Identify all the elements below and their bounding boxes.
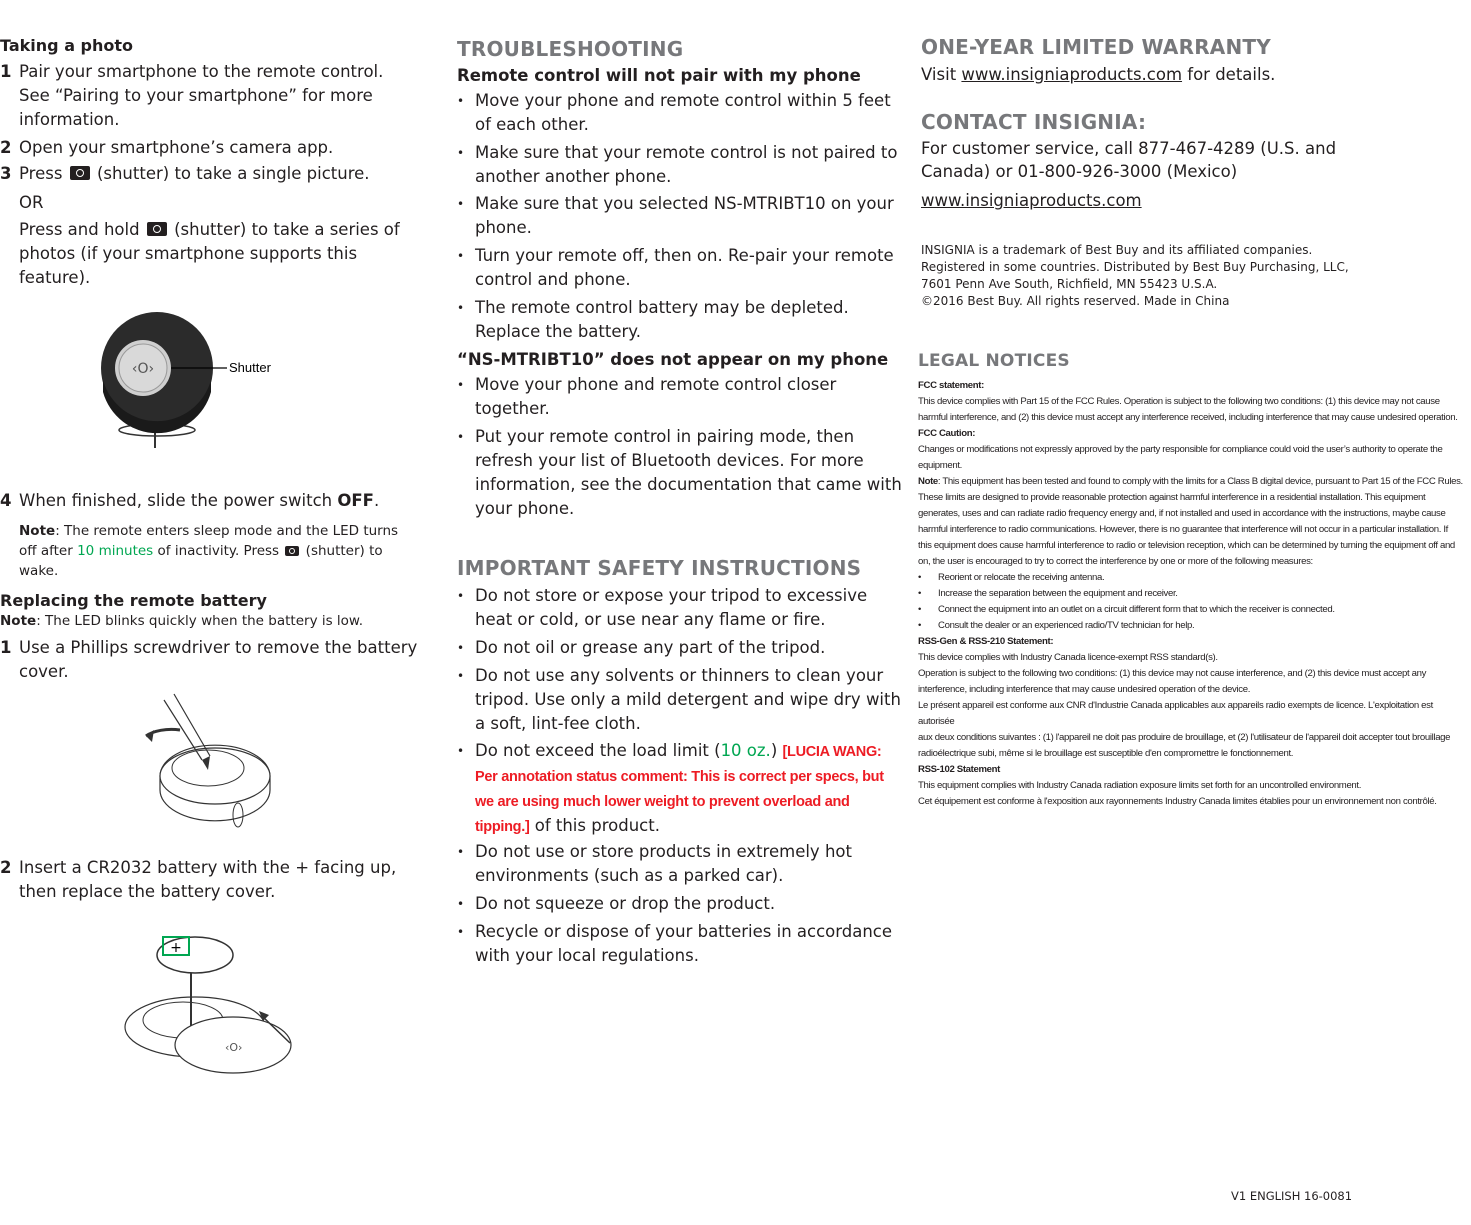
troubleshoot-item: • Turn your remote off, then on. Re-pair your remote control and phone. — [457, 244, 905, 292]
trademark-line: INSIGNIA is a trademark of Best Buy and its affiliated companies. — [921, 243, 1313, 257]
taking-photo-heading: Taking a photo — [0, 36, 134, 55]
photo-step-3: 3 Press (shutter) to take a single picture. — [0, 164, 370, 183]
troubleshoot-item: • The remote control battery may be depleted. Replace the battery. — [457, 296, 905, 344]
contact-line-2: Canada) or 01-800-926-3000 (Mexico) — [921, 162, 1238, 181]
contact-heading: CONTACT INSIGNIA: — [921, 110, 1147, 134]
battery-heading: Replacing the remote battery — [0, 591, 267, 610]
battery-step-2: 2 Insert a CR2032 battery with the + facing up, then replace the battery cover. — [0, 858, 397, 901]
sleep-note: Note: The remote enters sleep mode and the LED turns off after 10 minutes of inactivity. Press (shutter) to wake. — [19, 523, 399, 579]
remove-cover-illustration — [140, 690, 280, 840]
reviewer-annotation: [LUCIA WANG: Per annotation status comment: This is correct per specs, but we are using much lower weight to prevent overload and tipping.] — [475, 744, 884, 835]
svg-text:‹O›: ‹O› — [131, 361, 155, 377]
legal-measure: • Connect the equipment into an outlet on a circuit different form that to which the receiver is connected. — [918, 602, 1471, 618]
troubleshoot-item: • Put your remote control in pairing mode, then refresh your list of Bluetooth devices. For more information, see the documentation that came with your phone. — [457, 425, 905, 521]
legal-measure: • Increase the separation between the equipment and receiver. — [918, 586, 1471, 602]
legal-heading: LEGAL NOTICES — [918, 351, 1070, 371]
trademark-line: Registered in some countries. Distributed by Best Buy Purchasing, LLC, — [921, 260, 1349, 274]
contact-link[interactable]: www.insigniaproducts.com — [921, 191, 1142, 210]
troubleshoot-item: • Make sure that your remote control is not paired to another another phone. — [457, 141, 905, 189]
legal-measure: • Consult the dealer or an experienced radio/TV technician for help. — [918, 618, 1471, 634]
camera-shutter-icon — [147, 222, 167, 236]
safety-item: • Do not use any solvents or thinners to clean your tripod. Use only a mild detergent and wipe dry with a soft, lint-fee cloth. — [457, 664, 905, 736]
safety-heading: IMPORTANT SAFETY INSTRUCTIONS — [457, 556, 862, 580]
contact-line-1: For customer service, call 877-467-4289 (U.S. and — [921, 139, 1337, 158]
safety-item: • Do not oil or grease any part of the tripod. — [457, 636, 905, 660]
legal-notices-body: FCC statement: This device complies with Part 15 of the FCC Rules. Operation is subject to the following two conditions: (1) this device may not cause harmful interference, and (2) this device must accept any interference received, including interference that may cause undesired operation. FCC Caution: Changes or modifications not expressly approved by the party responsible for compliance could void the user’s authority to operate the equipment. Note: This equipment has been tested and found to comply with the limits for a Class B digital device, pursuant to Part 15 of the FCC Rules. These limits are designed to provide reasonable protection against harmful interference in a residential installation. This equipment generates, uses and can radiate radio frequency energy and, if not installed and used in accordance with the instructions, maybe cause harmful interference to radio communications. However, there is no guarantee that interference will not occur in a particular installation. If this equipment does cause harmful interference to radio or television reception, which can be determined by turning the equipment off and on, the user is encouraged to try to correct the interference by one or more of the following measures: • Reorient or relocate the receiving antenna. • Increase the separation between the equipment and receiver. • Connect the equipment into an outlet on a circuit different form that to which the receiver is connected. • Consult the dealer or an experienced radio/TV technician for help. RSS-Gen & RSS-210 Statement: This device complies with Industry Canada licence-exempt RSS standard(s). Operation is subject to the following two conditions: (1) this device may not cause interference, and (2) this device must accept any interference, including interference that may cause undesired operation of the device. Le présent appareil est conforme aux CNR d'Industrie Canada applicables aux appareils radio exempts de licence. L'exploitation est autorisée aux deux conditions suivantes : (1) l'appareil ne doit pas produire de brouillage, et (2) l'utilisateur de l'appareil doit accepter tout brouillage radioélectrique subi, même si le brouillage est susceptible d'en compromettre le fonctionnement. RSS-102 Statement This equipment complies with Industry Canada radiation exposure limits set forth for an uncontrolled environment. Cet équipement est conforme à l'exposition aux rayonnements Industry Canada limites établies pour un environnement non contrôlé. — [918, 378, 1471, 810]
shutter-callout: Shutter — [229, 360, 271, 375]
photo-step-2: 2 Open your smartphone’s camera app. — [0, 138, 334, 157]
trademark-line: 7601 Penn Ave South, Richfield, MN 55423 U.S.A. — [921, 277, 1218, 291]
safety-item: • Do not use or store products in extremely hot environments (such as a parked car). — [457, 840, 905, 888]
camera-shutter-icon — [285, 546, 299, 556]
warranty-line: Visit www.insigniaproducts.com for details. — [921, 65, 1276, 84]
insert-battery-illustration — [115, 925, 300, 1090]
photo-step-4: 4 When finished, slide the power switch OFF. — [0, 491, 380, 510]
safety-item: • Recycle or dispose of your batteries in accordance with your local regulations. — [457, 920, 905, 968]
troubleshoot-item: • Make sure that you selected NS-MTRIBT10 on your phone. — [457, 192, 905, 240]
warranty-link[interactable]: www.insigniaproducts.com — [961, 65, 1183, 84]
warranty-heading: ONE-YEAR LIMITED WARRANTY — [921, 35, 1271, 59]
camera-shutter-icon — [70, 166, 90, 180]
troubleshoot-item: • Move your phone and remote control closer together. — [457, 373, 905, 421]
copyright-line: ©2016 Best Buy. All rights reserved. Made in China — [921, 294, 1230, 308]
svg-text:‹O›: ‹O› — [225, 1041, 243, 1054]
remote-shutter-illustration — [95, 300, 285, 450]
photo-step-1: 1 Pair your smartphone to the remote control. See “Pairing to your smartphone” for more information. — [0, 62, 384, 129]
troubleshooting-heading: TROUBLESHOOTING — [457, 37, 684, 61]
safety-item: • Do not store or expose your tripod to excessive heat or cold, or use near any flame or fire. — [457, 584, 905, 632]
troubleshooting-sub-pair: Remote control will not pair with my phone — [457, 66, 861, 85]
troubleshoot-item: • Move your phone and remote control within 5 feet of each other. — [457, 89, 905, 137]
legal-measure: • Reorient or relocate the receiving antenna. — [918, 570, 1471, 586]
photo-or: OR — [19, 193, 44, 212]
battery-note: Note: The LED blinks quickly when the battery is low. — [0, 613, 364, 629]
troubleshooting-sub-visible: “NS-MTRIBT10” does not appear on my phone — [457, 350, 889, 369]
battery-step-1: 1 Use a Phillips screwdriver to remove the battery cover. — [0, 638, 418, 681]
version-footer: V1 ENGLISH 16-0081 — [1231, 1189, 1353, 1203]
safety-load-item: • Do not exceed the load limit (10 oz.) [LUCIA WANG: Per annotation status comment: This is correct per specs, but we are using much lower weight to prevent overload and tipping.] of this product. — [457, 739, 905, 839]
safety-item: • Do not squeeze or drop the product. — [457, 892, 905, 916]
photo-hold-step: Press and hold (shutter) to take a series of photos (if your smartphone supports this feature). — [19, 220, 400, 287]
battery-plus-label: + — [170, 940, 182, 956]
